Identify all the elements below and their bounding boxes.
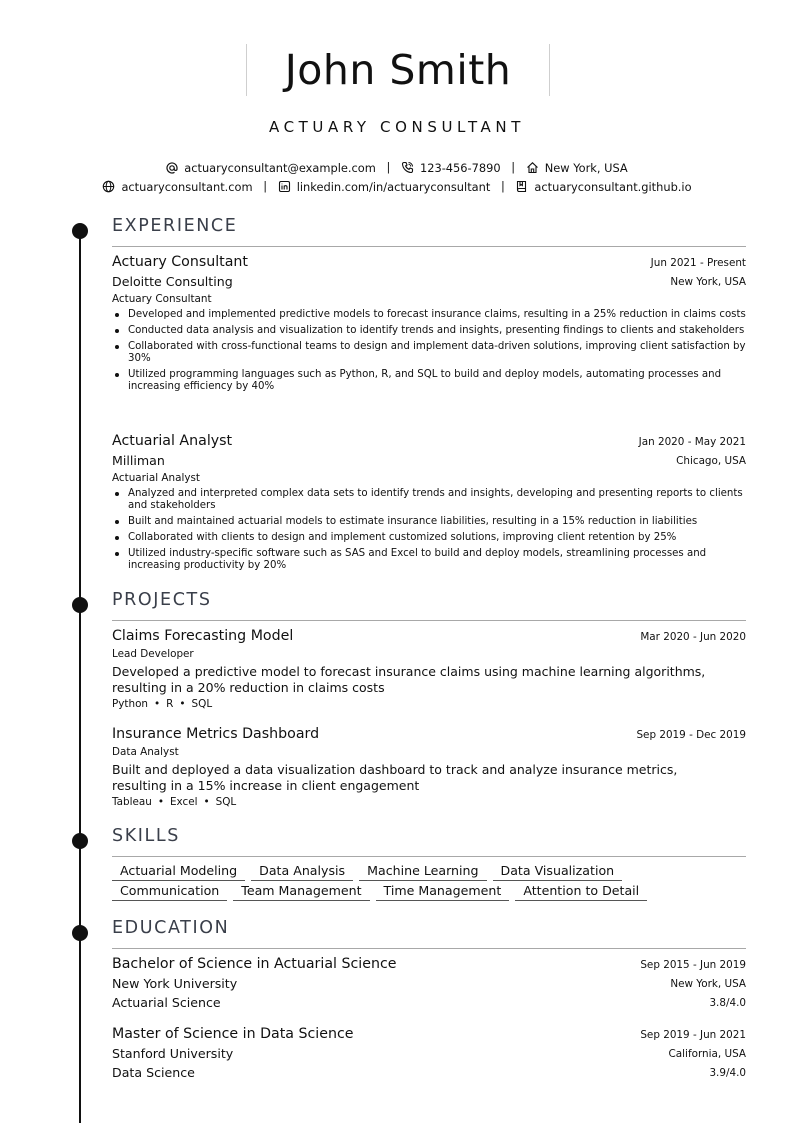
job-title: ACTUARY CONSULTANT xyxy=(268,118,525,136)
skills-row xyxy=(112,863,752,883)
education-header xyxy=(112,1026,746,1044)
list-item: Developed and implemented predictive models to forecast insurance claims, resulting in a 25% reduction in claims costs xyxy=(112,309,746,321)
timeline-dot-education xyxy=(72,925,88,941)
job-header xyxy=(112,254,746,272)
timeline-dot-projects xyxy=(72,597,88,613)
skills-list xyxy=(112,863,752,903)
separator: | xyxy=(263,179,268,193)
job-company: Milliman xyxy=(112,453,165,468)
project-header xyxy=(112,726,746,744)
list-item: Utilized programming languages such as Python, R, and SQL to build and deploy models, automating processes and increasing efficiency by 40% xyxy=(112,369,746,393)
job-location: New York, USA xyxy=(670,276,746,288)
contact-line-1 xyxy=(0,160,794,175)
timeline-dot-skills xyxy=(72,833,88,849)
job-bullets xyxy=(112,309,746,397)
job-bullets xyxy=(112,488,746,576)
list-item: Built and maintained actuarial models to estimate insurance liabilities, resulting in a 15% reduction in liabilities xyxy=(112,516,746,528)
projects-heading: PROJECTS xyxy=(112,590,212,610)
job-header xyxy=(112,433,746,451)
school: New York University xyxy=(112,976,238,991)
project-description: Built and deployed a data visualization dashboard to track and analyze insurance metrics, resulting in a 15% increase in client engagement xyxy=(112,762,678,793)
project-description: Developed a predictive model to forecast insurance claims using machine learning algorithms, resulting in a 20% reduction in claims costs xyxy=(112,664,706,695)
location-contact: New York, USA xyxy=(526,161,628,175)
job-company-row xyxy=(112,274,746,290)
project-name: Insurance Metrics Dashboard xyxy=(112,726,320,742)
skill-tag: Data Visualization xyxy=(493,863,623,881)
contact-line-2 xyxy=(0,179,794,194)
education-heading: EDUCATION xyxy=(112,918,230,938)
linkedin-contact[interactable]: linkedin.com/in/actuaryconsultant xyxy=(278,180,491,194)
skill-tag: Time Management xyxy=(376,883,510,901)
skill-tag: Machine Learning xyxy=(359,863,486,881)
project-header xyxy=(112,628,746,646)
list-item: Collaborated with clients to design and implement customized solutions, improving client retention by 25% xyxy=(112,532,746,544)
project-dates: Sep 2019 - Dec 2019 xyxy=(636,729,746,741)
project-dates: Mar 2020 - Jun 2020 xyxy=(640,631,746,643)
email-contact[interactable]: actuaryconsultant@example.com xyxy=(166,161,376,175)
list-item: Collaborated with cross-functional teams to design and implement data-driven solutions, improving client satisfaction by 30% xyxy=(112,341,746,365)
timeline-line xyxy=(79,224,81,1123)
job-company: Deloitte Consulting xyxy=(112,274,233,289)
job-title: Actuary Consultant xyxy=(112,254,248,270)
skills-heading: SKILLS xyxy=(112,826,180,846)
education-school-row xyxy=(112,1046,746,1062)
education-dates: Sep 2019 - Jun 2021 xyxy=(640,1029,746,1041)
job-company-row xyxy=(112,453,746,469)
project-tech: Python • R • SQL xyxy=(112,698,213,710)
field-of-study: Actuarial Science xyxy=(112,995,221,1010)
section-divider xyxy=(112,246,746,247)
field-of-study: Data Science xyxy=(112,1065,195,1080)
skill-tag: Team Management xyxy=(233,883,369,901)
job-title: Actuarial Analyst xyxy=(112,433,233,449)
list-item: Analyzed and interpreted complex data sets to identify trends and insights, developing and presenting reports to clients and stakeholders xyxy=(112,488,746,512)
globe-icon xyxy=(102,180,115,193)
degree: Bachelor of Science in Actuarial Science xyxy=(112,956,397,972)
list-item: Conducted data analysis and visualization to identify trends and insights, presenting findings to clients and stakeholders xyxy=(112,325,746,337)
section-divider xyxy=(112,948,746,949)
name-block xyxy=(246,44,550,96)
education-school-row xyxy=(112,976,746,992)
list-item: Utilized industry-specific software such as SAS and Excel to build and deploy models, streamlining processes and increasing productivity by 20% xyxy=(112,548,746,572)
project-name: Claims Forecasting Model xyxy=(112,628,294,644)
education-header xyxy=(112,956,746,974)
resume-page: John Smith ACTUARY CONSULTANT actuaryconsultant@example.com | 123-456-7890 | New York, USA actuaryconsultant.com | linkedin.com/in/actuaryconsultant | actuaryconsultant.github.io EXPERIENCE Actuary Consultant Jun 2021 - Present Deloitte Consulting New York, USA Actuary Consultant Developed and implemented predictive models to forecast insurance claims, resulting in a 25% reduction in claims costs Conducted data analysis and visualization to identify trends and insights, presenting findings to clients and stakeholders Collaborated with cross-functional teams to design and implement data-driven solutions, improving client satisfaction by 30% Utilized programming languages such as Python, R, and SQL to build and deploy models, automating processes and increasing efficiency by 40% Actuarial Analyst Jan 2020 - May 2021 Milliman Chicago, USA Actuarial Analyst Analyzed and interpreted complex data sets to identify trends and insights, developing and presenting reports to clients and stakeholders Built and maintained actuarial models to estimate insurance liabilities, resulting in a 15% reduction in liabilities Collaborated with clients to design and implement customized solutions, improving client retention by 25% Utilized industry-specific software such as SAS and Excel to build and deploy models, streamlining processes and increasing productivity by 20% PROJECTS Claims Forecasting Model Mar 2020 - Jun 2020 Lead Developer Developed a predictive model to forecast insurance claims using machine learning algorithms, resulting in a 20% reduction in claims costs Python • R • SQL Insurance Metrics Dashboard Sep 2019 - Dec 2019 Data Analyst Built and deployed a data visualization dashboard to track and analyze insurance metrics, resulting in a 15% increase in client engagement Tableau • Excel • SQL SKILLS Actuarial Modeling Data Analysis Machine Learning Data Visualization Communication Team Management Time Management Attention to Detail EDUCATION Bachelor of Science in Actuarial Science Sep 2015 - Jun 2019 New York University New York, USA Actuarial Science 3.8/4.0 Master of Science in Data Science Sep 2019 - Jun 2021 Stanford University California, USA Data Science 3.9/4.0 xyxy=(0,0,794,1123)
project-tech: Tableau • Excel • SQL xyxy=(112,796,237,808)
job-dates: Jun 2021 - Present xyxy=(650,257,746,269)
website-contact[interactable]: actuaryconsultant.com xyxy=(102,180,252,194)
skill-tag: Communication xyxy=(112,883,227,901)
skill-tag: Attention to Detail xyxy=(515,883,647,901)
linkedin-icon xyxy=(278,180,291,193)
at-icon xyxy=(166,162,178,174)
education-field-row xyxy=(112,1065,746,1081)
section-divider xyxy=(112,620,746,621)
education-field-row xyxy=(112,995,746,1011)
job-dates: Jan 2020 - May 2021 xyxy=(638,436,746,448)
github-icon xyxy=(515,180,528,193)
school-location: New York, USA xyxy=(670,978,746,990)
school: Stanford University xyxy=(112,1046,234,1061)
separator: | xyxy=(511,160,516,174)
section-divider xyxy=(112,856,746,857)
github-contact[interactable]: actuaryconsultant.github.io xyxy=(515,180,691,194)
education-dates: Sep 2015 - Jun 2019 xyxy=(640,959,746,971)
separator: | xyxy=(386,160,391,174)
job-location: Chicago, USA xyxy=(676,455,746,467)
candidate-name: John Smith xyxy=(284,46,512,94)
skill-tag: Actuarial Modeling xyxy=(112,863,245,881)
phone-contact[interactable]: 123-456-7890 xyxy=(401,161,501,175)
gpa: 3.8/4.0 xyxy=(709,997,746,1009)
gpa: 3.9/4.0 xyxy=(709,1067,746,1079)
school-location: California, USA xyxy=(668,1048,746,1060)
phone-icon xyxy=(401,161,414,174)
home-icon xyxy=(526,161,539,174)
separator: | xyxy=(500,179,505,193)
timeline-dot-experience xyxy=(72,223,88,239)
skills-row xyxy=(112,883,752,903)
experience-heading: EXPERIENCE xyxy=(112,216,238,236)
skill-tag: Data Analysis xyxy=(251,863,353,881)
degree: Master of Science in Data Science xyxy=(112,1026,354,1042)
